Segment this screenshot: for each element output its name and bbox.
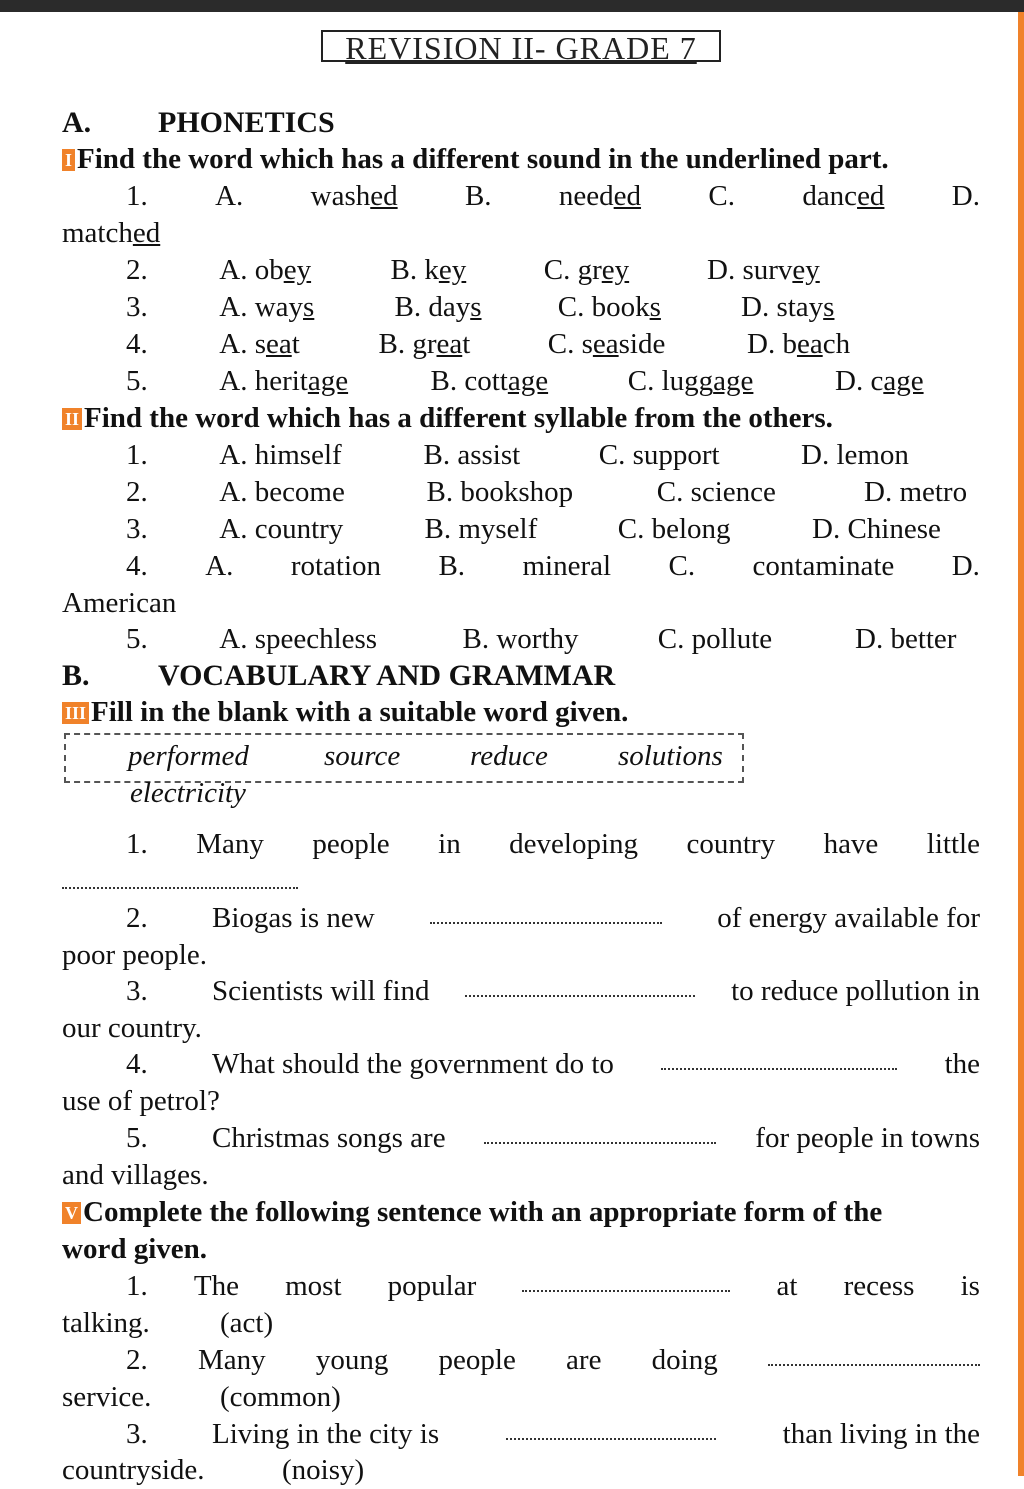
word-bank-item: solutions	[618, 740, 723, 772]
top-bar	[0, 0, 1024, 12]
part-ii-item-4-cont: American	[62, 587, 177, 619]
word-hint: (act)	[220, 1307, 274, 1339]
word-bank-item: reduce	[470, 740, 548, 772]
word-hint: (common)	[220, 1381, 341, 1413]
part-iv-instruction-cont: word given.	[62, 1233, 207, 1265]
part-iv-item-1: 1. The most popular at recess is	[126, 1270, 980, 1302]
part-ii-item-3: 3. A. country B. myself C. belong D. Chinese	[126, 513, 941, 545]
answer-blank[interactable]	[484, 1120, 716, 1144]
part-iv-instruction: V Complete the following sentence with an appropriate form of the	[62, 1194, 980, 1231]
part-iii-instruction: III Fill in the blank with a suitable word given.	[62, 694, 980, 731]
part-i-item-2: 2. A. obey B. key C. grey D. survey	[126, 254, 820, 286]
part-i-item-1: 1. A. washed B. needed C. danced D.	[126, 180, 980, 212]
word-bank-item: source	[324, 740, 401, 772]
word-bank-item: performed	[128, 740, 249, 772]
part-iii-item-4: 4. What should the government do to the	[126, 1048, 980, 1080]
answer-blank[interactable]	[430, 900, 662, 924]
part-iii-item-2: 2. Biogas is new of energy available for	[126, 902, 980, 934]
part-ii-item-5: 5. A. speechless B. worthy C. pollute D. better	[126, 623, 957, 655]
answer-blank[interactable]	[465, 973, 695, 997]
part-ii-instruction: II Find the word which has a different syllable from the others.	[62, 400, 980, 437]
word-bank-item: electricity	[130, 777, 246, 809]
part-iii-item-5: 5. Christmas songs are for people in towns	[126, 1122, 980, 1154]
part-ii-item-1: 1. A. himself B. assist C. support D. lemon	[126, 439, 909, 471]
part-iii-item-2-cont: poor people.	[62, 939, 207, 971]
section-b-heading: B. VOCABULARY AND GRAMMAR	[62, 659, 616, 692]
part-iii-item-3: 3. Scientists will find to reduce pollution in	[126, 975, 980, 1007]
part-iv-item-3: 3. Living in the city is than living in the	[126, 1418, 980, 1450]
part-i-item-3: 3. A. ways B. days C. books D. stays	[126, 291, 835, 323]
part-iii-item-1-blank[interactable]	[62, 862, 980, 899]
section-a-heading: A. PHONETICS	[62, 106, 335, 139]
part-i-item-5: 5. A. heritage B. cottage C. luggage D. cage	[126, 365, 924, 397]
part-iii-item-4-cont: use of petrol?	[62, 1085, 220, 1117]
part-iv-item-3-cont: countryside. (noisy)	[62, 1454, 365, 1486]
answer-blank[interactable]	[768, 1342, 980, 1366]
part-ii-item-4: 4. A. rotation B. mineral C. contaminate D.	[126, 550, 980, 582]
word-hint: (noisy)	[282, 1454, 365, 1486]
part-ii-item-2: 2. A. become B. bookshop C. science D. metro	[126, 476, 968, 508]
part-iii-item-3-cont: our country.	[62, 1012, 202, 1044]
part-iv-item-2-cont: service. (common)	[62, 1381, 341, 1413]
part-i-item-4: 4. A. seat B. great C. seaside D. beach	[126, 328, 851, 360]
part-iii-item-5-cont: and villages.	[62, 1159, 209, 1191]
part-i-instruction: I Find the word which has a different sound in the underlined part.	[62, 141, 980, 178]
part-iv-item-1-cont: talking. (act)	[62, 1307, 274, 1339]
answer-blank[interactable]	[506, 1416, 716, 1440]
part-iii-item-1: 1. Many people in developing country have little	[126, 828, 980, 860]
right-margin-bar	[1018, 12, 1024, 1476]
page-title: REVISION II- GRADE 7	[321, 30, 721, 62]
part-i-item-1-cont: matched	[62, 217, 161, 249]
part-iv-item-2: 2. Many young people are doing	[62, 1342, 980, 1379]
answer-blank[interactable]	[522, 1268, 730, 1292]
answer-blank[interactable]	[661, 1046, 897, 1070]
